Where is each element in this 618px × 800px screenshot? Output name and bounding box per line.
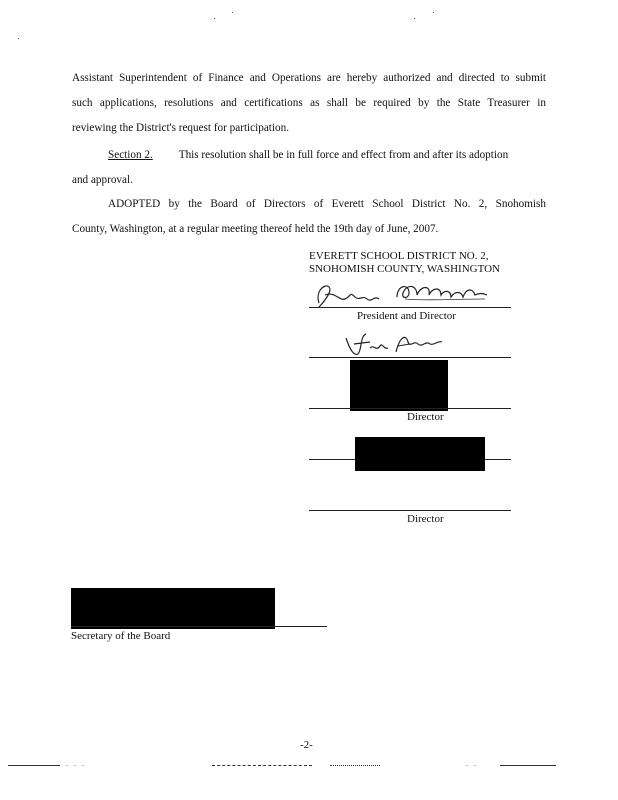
district-heading xyxy=(309,250,500,276)
footer-artifact-line xyxy=(330,765,380,766)
president-signature-line xyxy=(309,307,511,308)
director-signature-line xyxy=(309,510,511,511)
section-label: Section 2. xyxy=(108,149,153,161)
paragraph-line: such applications, resolutions and certifications as shall be required by the State Treasurer in xyxy=(72,97,546,109)
director-signature-line xyxy=(309,408,511,409)
footer-artifact-dots: . . xyxy=(466,759,478,768)
director-signature xyxy=(340,326,450,360)
paragraph-line: ADOPTED by the Board of Directors of Everett School District No. 2, Snohomish xyxy=(108,198,546,210)
director-caption: Director xyxy=(407,411,444,423)
section-text-continued: and approval. xyxy=(72,174,133,186)
footer-artifact-line xyxy=(8,765,60,766)
paragraph-line: reviewing the District's request for participation. xyxy=(72,122,289,134)
footer-artifact-line xyxy=(212,765,312,766)
scan-speck xyxy=(433,12,434,13)
district-name: EVERETT SCHOOL DISTRICT NO. 2, xyxy=(309,250,489,262)
scan-speck xyxy=(414,18,415,19)
paragraph-line: Assistant Superintendent of Finance and Operations are hereby authorized and directed to submit xyxy=(72,72,546,84)
authorization-paragraph xyxy=(72,66,546,141)
scan-speck xyxy=(232,12,233,13)
secretary-caption: Secretary of the Board xyxy=(71,630,171,642)
redaction-box xyxy=(350,360,448,411)
district-county: SNOHOMISH COUNTY, WASHINGTON xyxy=(309,263,500,275)
paragraph-line: County, Washington, at a regular meeting thereof held the 19th day of June, 2007. xyxy=(72,223,439,235)
scan-speck xyxy=(214,18,215,19)
footer-artifact-dots: . . . xyxy=(66,759,86,768)
section-text: This resolution shall be in full force and effect from and after its adoption xyxy=(178,149,509,161)
redaction-box xyxy=(71,588,275,629)
president-caption: President and Director xyxy=(357,310,456,322)
director-caption: Director xyxy=(407,513,444,525)
adopted-paragraph xyxy=(72,192,546,242)
section-2-paragraph xyxy=(72,143,546,193)
redaction-box xyxy=(355,437,485,471)
page-number: -2- xyxy=(300,739,313,751)
footer-artifact-line xyxy=(500,765,556,766)
scan-speck xyxy=(18,38,19,39)
secretary-signature-line xyxy=(71,626,327,627)
director-signature-line xyxy=(309,357,511,358)
